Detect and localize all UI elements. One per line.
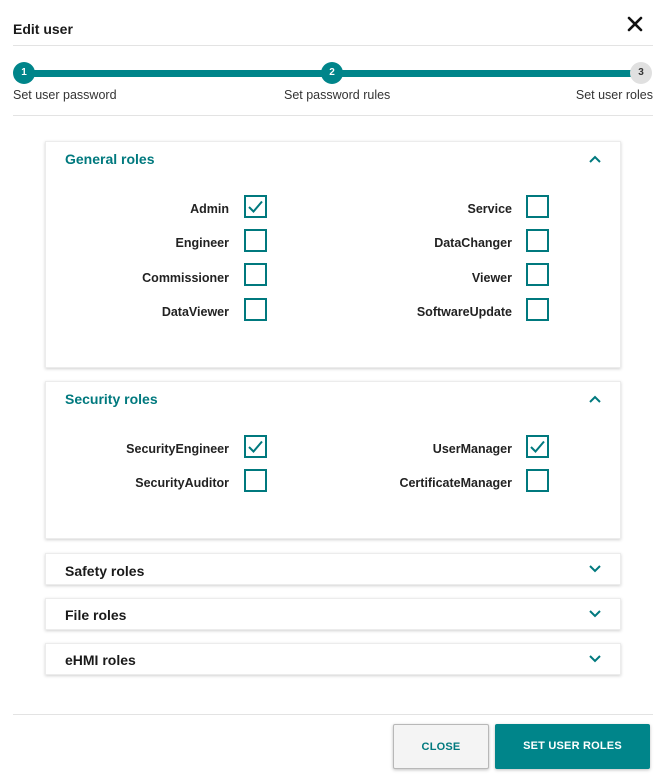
checkbox-commissioner[interactable] <box>244 263 267 286</box>
security-roles-header[interactable] <box>46 382 620 414</box>
role-label-certificatemanager: CertificateManager <box>399 476 512 490</box>
checkbox-certificatemanager[interactable] <box>526 469 549 492</box>
checkmark-icon <box>247 198 264 215</box>
role-label-softwareupdate: SoftwareUpdate <box>416 305 512 319</box>
security-roles-title: Security roles <box>65 391 158 407</box>
role-label-dataviewer: DataViewer <box>161 305 229 319</box>
close-icon[interactable] <box>625 14 645 34</box>
file-roles-panel[interactable] <box>45 598 621 630</box>
step-3-label: Set user roles <box>575 88 653 102</box>
chevron-up-icon <box>588 154 602 164</box>
safety-roles-panel[interactable] <box>45 553 621 585</box>
role-label-service: Service <box>467 202 512 216</box>
checkbox-securityauditor[interactable] <box>244 469 267 492</box>
role-label-commissioner: Commissioner <box>142 271 229 285</box>
step-3-indicator: 3 <box>630 62 652 84</box>
progress-stepper <box>13 60 653 110</box>
checkmark-icon <box>529 438 546 455</box>
dialog-title: Edit user <box>13 21 73 37</box>
ehmi-roles-panel[interactable] <box>45 643 621 675</box>
chevron-down-icon <box>588 654 602 664</box>
role-label-usermanager: UserManager <box>432 442 512 456</box>
set-user-roles-button[interactable]: SET USER ROLES <box>495 724 650 769</box>
checkmark-icon <box>247 438 264 455</box>
chevron-down-icon <box>588 609 602 619</box>
role-label-securityauditor: SecurityAuditor <box>135 476 229 490</box>
close-button[interactable]: CLOSE <box>393 724 489 769</box>
step-2-label: Set password rules <box>284 88 391 102</box>
ehmi-roles-title: eHMI roles <box>65 652 136 668</box>
checkbox-admin[interactable] <box>244 195 267 218</box>
step-1-indicator: 1 <box>13 62 35 84</box>
role-label-datachanger: DataChanger <box>434 236 512 250</box>
checkbox-softwareupdate[interactable] <box>526 298 549 321</box>
security-roles-panel <box>45 381 621 539</box>
role-label-viewer: Viewer <box>471 271 512 285</box>
dialog-header <box>13 0 653 46</box>
general-roles-title: General roles <box>65 151 155 167</box>
stepper-divider <box>13 115 653 116</box>
checkbox-datachanger[interactable] <box>526 229 549 252</box>
general-roles-panel <box>45 141 621 368</box>
file-roles-title: File roles <box>65 607 127 623</box>
chevron-up-icon <box>588 394 602 404</box>
general-roles-header[interactable] <box>46 142 620 174</box>
checkbox-viewer[interactable] <box>526 263 549 286</box>
checkbox-service[interactable] <box>526 195 549 218</box>
safety-roles-title: Safety roles <box>65 563 145 579</box>
footer-divider <box>13 714 653 715</box>
checkbox-securityengineer[interactable] <box>244 435 267 458</box>
role-label-securityengineer: SecurityEngineer <box>126 442 229 456</box>
role-label-admin: Admin <box>190 202 229 216</box>
step-1-label: Set user password <box>13 88 117 102</box>
checkbox-usermanager[interactable] <box>526 435 549 458</box>
chevron-down-icon <box>588 564 602 574</box>
step-2-indicator: 2 <box>321 62 343 84</box>
checkbox-engineer[interactable] <box>244 229 267 252</box>
checkbox-dataviewer[interactable] <box>244 298 267 321</box>
role-label-engineer: Engineer <box>175 236 229 250</box>
